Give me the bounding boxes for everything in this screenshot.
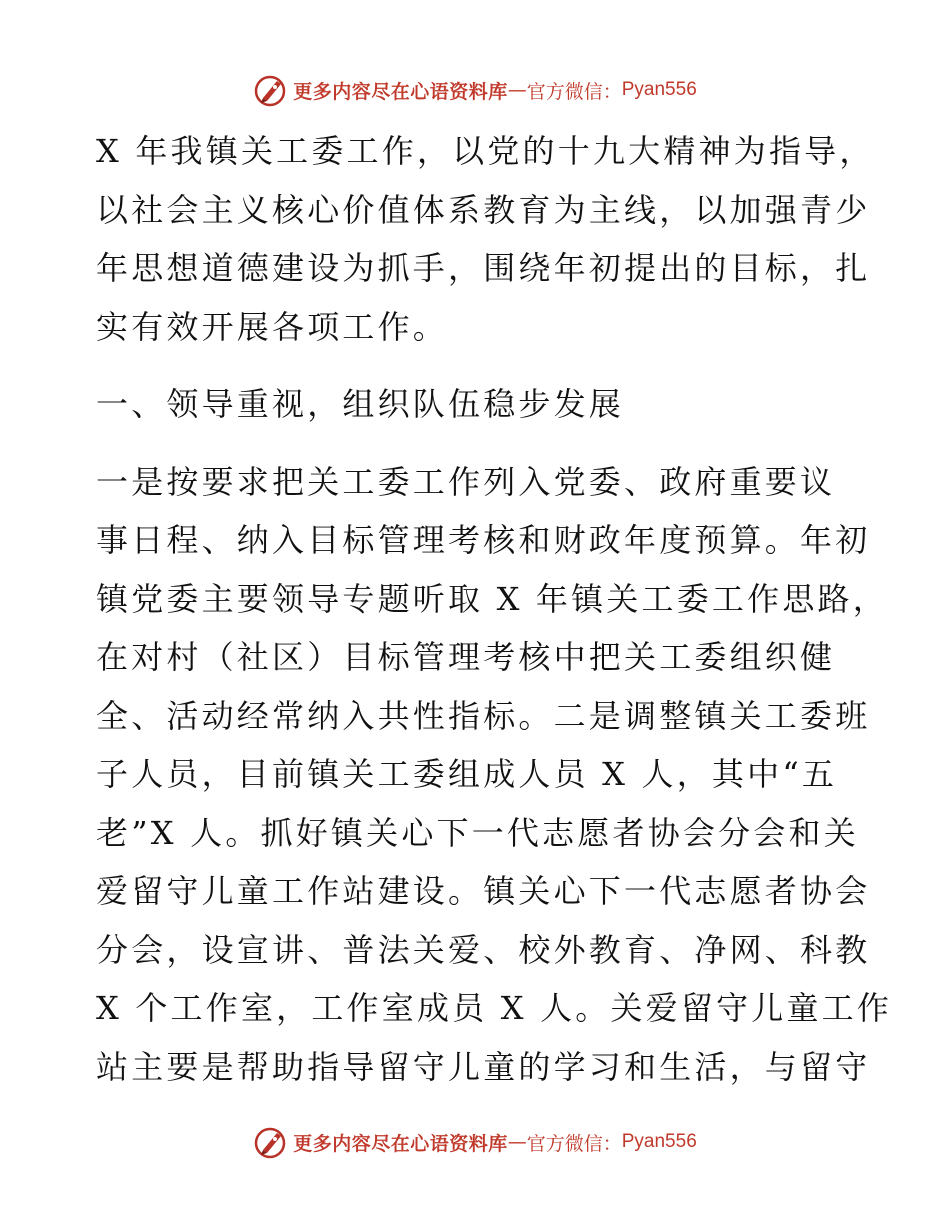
watermark-site-text: 更多内容尽在心语资料库 bbox=[293, 80, 508, 103]
text-line: 镇党委主要领导专题听取 X 年镇关工委工作思路， bbox=[96, 579, 888, 618]
watermark-dash: — bbox=[507, 79, 527, 101]
footer-watermark-banner bbox=[0, 1122, 950, 1162]
watermark-wechat-id: Pyan556 bbox=[621, 79, 697, 100]
text-line: 事日程、纳入目标管理考核和财政年度预算。年初 bbox=[96, 521, 871, 559]
section-paragraph bbox=[96, 453, 893, 1097]
watermark-site-text: 更多内容尽在心语资料库 bbox=[293, 1132, 508, 1155]
heading-line: 一、领导重视，组织队伍稳步发展 bbox=[96, 385, 625, 423]
text-line: 以社会主义核心价值体系教育为主线，以加强青少 bbox=[96, 190, 871, 229]
text-line: 站主要是帮助指导留守儿童的学习和生活，与留守 bbox=[96, 1047, 871, 1086]
text-line: 在对村（社区）目标管理考核中把关工委组织健 bbox=[96, 638, 836, 676]
watermark-wechat-id: Pyan556 bbox=[621, 1131, 697, 1152]
watermark-wechat-label: 官方微信： bbox=[526, 1132, 622, 1155]
pen-logo-icon bbox=[253, 1124, 289, 1160]
text-line: X 年我镇关工委工作，以党的十九大精神为指导， bbox=[96, 132, 875, 170]
text-line: 子人员，目前镇关工委组成人员 X 人，其中“五 bbox=[96, 755, 838, 793]
text-line: 分会，设宣讲、普法关爱、校外教育、净网、科教 bbox=[96, 930, 871, 969]
text-line: X 个工作室，工作室成员 X 人。关爱留守儿童工作 bbox=[96, 989, 893, 1027]
header-watermark-banner bbox=[0, 70, 950, 110]
watermark-wechat-label: 官方微信： bbox=[526, 80, 622, 103]
watermark-dash: — bbox=[507, 1131, 527, 1153]
intro-paragraph bbox=[96, 122, 875, 356]
text-line: 爱留守儿童工作站建设。镇关心下一代志愿者协会 bbox=[96, 872, 871, 910]
pen-logo-icon bbox=[253, 72, 289, 108]
document-body bbox=[96, 122, 893, 1096]
text-line: 一是按要求把关工委工作列入党委、政府重要议 bbox=[96, 462, 836, 501]
text-line: 全、活动经常纳入共性指标。二是调整镇关工委班 bbox=[96, 696, 871, 735]
text-line: 老”X 人。抓好镇关心下一代志愿者协会分会和关 bbox=[96, 813, 859, 852]
section-heading bbox=[96, 375, 866, 434]
text-line: 年思想道德建设为抓手，围绕年初提出的目标，扎 bbox=[96, 249, 871, 287]
text-line: 实有效开展各项工作。 bbox=[96, 307, 449, 346]
